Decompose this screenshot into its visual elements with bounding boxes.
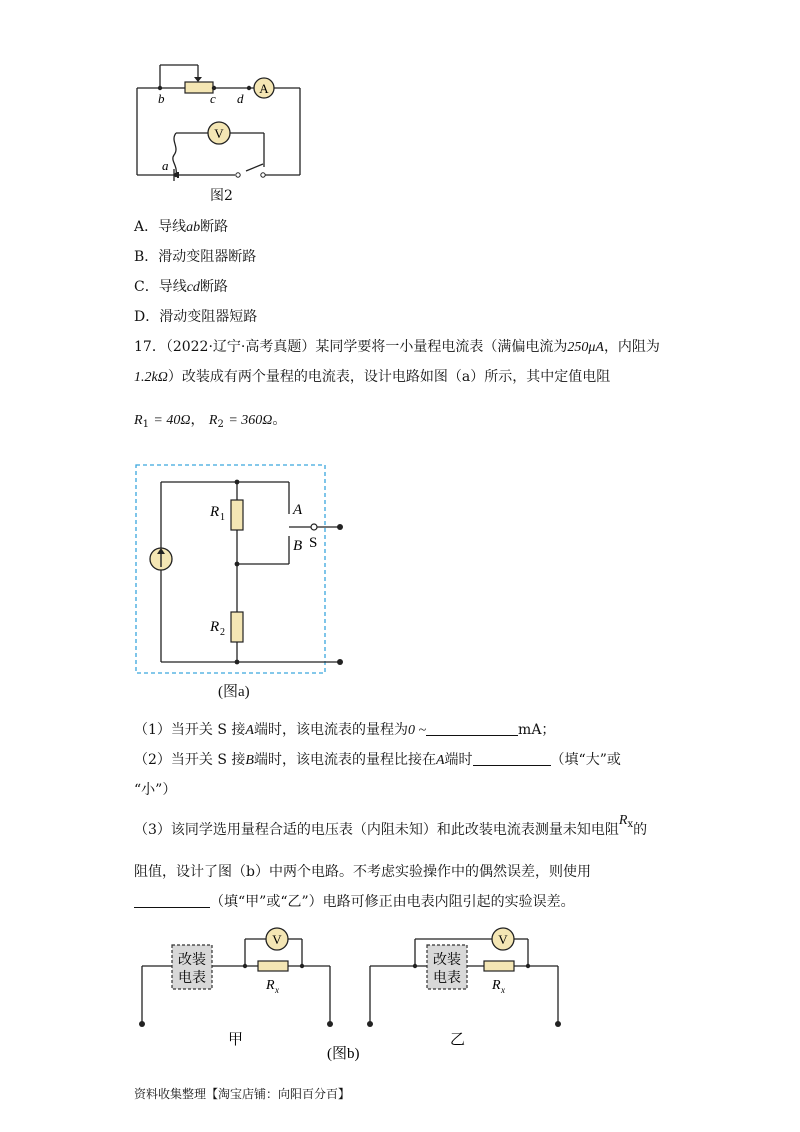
yi-box-line-2: 电表 — [433, 970, 461, 986]
figure-2-circuit — [130, 55, 310, 185]
q17-resistor-values: $R_1 = 40\Omega$， $R_2 = 360\Omega$。 — [134, 412, 287, 430]
yi-rx-label: R — [492, 978, 501, 993]
node-c: c — [210, 91, 216, 106]
r2-label: R — [210, 619, 220, 635]
sub-question-2-cont: “小”） — [134, 782, 177, 798]
yi-rx-sub: x — [501, 985, 505, 995]
figure-a-caption: (图a) — [218, 684, 250, 700]
sub-question-1: （1）当开关 S 接A端时，该电流表的量程为0 ~ mA； — [134, 722, 556, 738]
option-d[interactable]: D．滑动变阻器短路 — [134, 309, 258, 325]
ammeter-label: A — [259, 81, 269, 96]
option-b[interactable]: B．滑动变阻器断路 — [134, 249, 257, 265]
r1-label: R — [210, 504, 220, 520]
figure-a-circuit — [135, 464, 355, 676]
terminal-b-label: B — [293, 538, 303, 554]
node-d: d — [237, 91, 244, 106]
figure-2-caption: 图2 — [210, 188, 233, 204]
option-c[interactable]: C．导线cd断路 — [134, 279, 228, 295]
node-a: a — [162, 158, 169, 173]
q17-line-1: 17．（2022·辽宁·高考真题）某同学要将一小量程电流表（满偏电流为250μA，内阻为 — [134, 339, 660, 355]
circuit-jia — [139, 928, 333, 1048]
answer-blank-2[interactable] — [473, 751, 551, 766]
option-a[interactable]: A．导线ab断路 — [134, 219, 229, 235]
node-b: b — [158, 91, 165, 106]
switch-s-label: S — [309, 535, 318, 551]
jia-voltmeter-label: V — [272, 932, 282, 947]
yi-voltmeter-label: V — [498, 932, 508, 947]
figure-b-circuits — [130, 918, 580, 1063]
circuit-yi-label: 乙 — [450, 1030, 466, 1048]
r2-sub: 2 — [220, 627, 225, 638]
sub-question-3: （3）该同学选用量程合适的电压表（内阻未知）和此改装电流表测量未知电阻$R^x$的 — [134, 813, 648, 838]
footer-text: 资料收集整理【淘宝店铺：向阳百分百】 — [134, 1087, 351, 1101]
jia-box-line-2: 电表 — [178, 970, 206, 986]
terminal-a-label: A — [293, 502, 303, 518]
jia-box-line-1: 改装 — [178, 952, 206, 968]
q17-line-2: 1.2kΩ）改装成有两个量程的电流表，设计电路如图（a）所示，其中定值电阻 — [134, 369, 611, 385]
r1-sub: 1 — [220, 512, 225, 523]
jia-rx-sub: x — [275, 985, 279, 995]
voltmeter-label: V — [214, 126, 224, 141]
sub-question-3-line-2: 阻值，设计了图（b）中两个电路。不考虑实验操作中的偶然误差，则使用 — [134, 864, 591, 880]
answer-blank-1[interactable] — [426, 721, 518, 736]
answer-blank-3[interactable] — [134, 893, 210, 908]
circuit-jia-label: 甲 — [228, 1030, 244, 1048]
figure-b-caption: (图b) — [327, 1046, 360, 1062]
circuit-yi — [367, 928, 561, 1048]
yi-box-line-1: 改装 — [433, 952, 461, 968]
sub-question-3-line-3: （填“甲”或“乙”）电路可修正由电表内阻引起的实验误差。 — [134, 892, 575, 912]
sub-question-2: （2）当开关 S 接B端时，该电流表的量程比接在A端时 （填“大”或 — [134, 752, 621, 768]
jia-rx-label: R — [266, 978, 275, 993]
